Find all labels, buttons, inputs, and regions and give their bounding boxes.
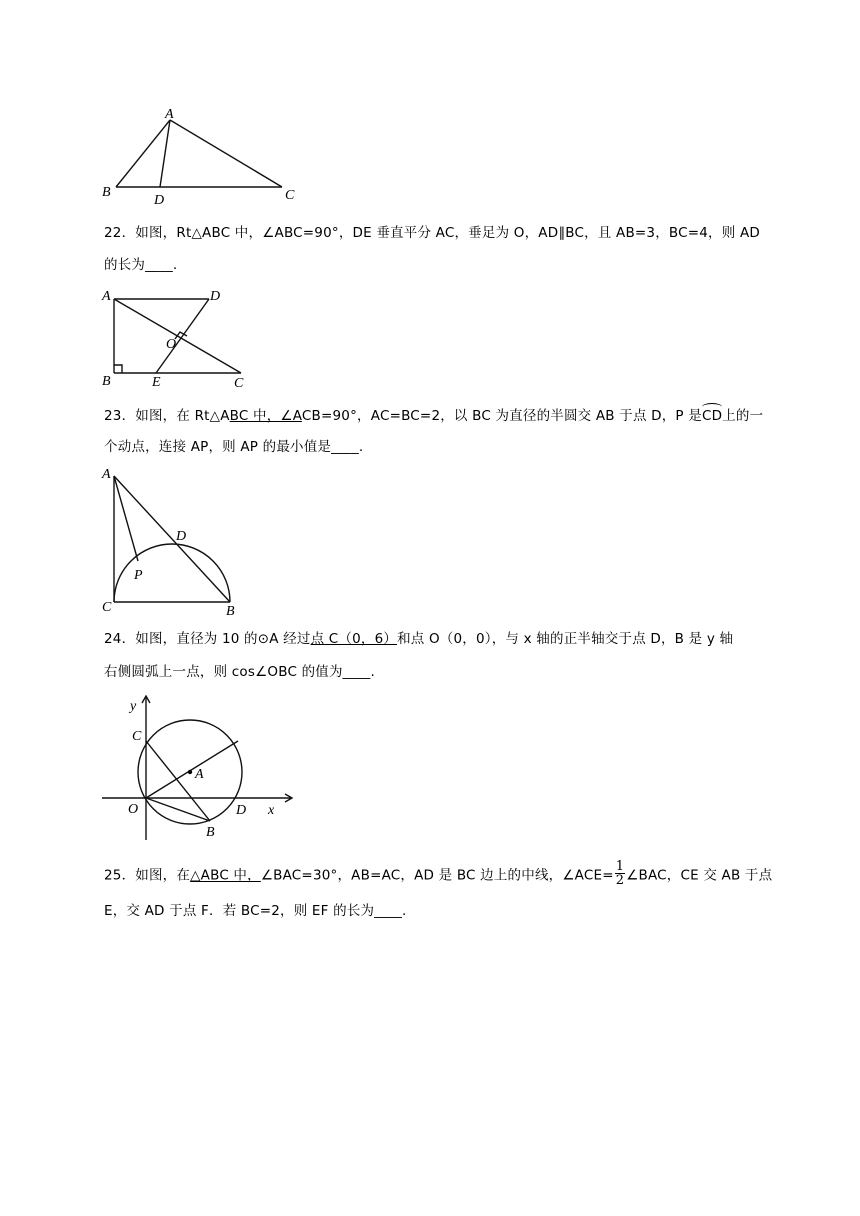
fig21-label-A: A <box>165 107 174 122</box>
q23-arc-cd: CD <box>701 408 723 424</box>
fig21-label-C: C <box>285 188 295 203</box>
fig22-label-A: A <box>102 289 111 304</box>
fig22-label-D: D <box>210 289 221 304</box>
q24-text-b: 和点 O（0，0），与 x 轴的正半轴交于点 D，B 是 y 轴 <box>397 631 734 647</box>
question-22-line-1: 22．如图，Rt△ABC 中，∠ABC=90°，DE 垂直平分 AC，垂足为 O，AD∥BC，且 AB=3，BC=4，则 AD <box>104 225 760 241</box>
fig22-label-B: B <box>102 374 111 389</box>
question-24-line-2: 右侧圆弧上一点，则 cos∠OBC 的值为____. <box>104 664 375 680</box>
q25-underlined-text: △ABC 中， <box>190 867 261 884</box>
q25-text-b: ∠BAC=30°，AB=AC，AD 是 BC 边上的中线，∠ACE= <box>260 867 614 884</box>
fig23-label-A: A <box>102 467 111 482</box>
fig23-label-B: B <box>226 604 235 619</box>
question-23-line-1 <box>104 406 764 424</box>
fig24-label-C: C <box>132 729 142 744</box>
q23-text-a: 23．如图，在 Rt△A <box>104 408 230 424</box>
question-25-line-2: E，交 AD 于点 F．若 BC=2，则 EF 的长为____. <box>104 903 407 919</box>
q25-fraction-one-half <box>615 860 625 887</box>
q25-fraction-numerator: 1 <box>615 859 625 874</box>
figure-22-diagram <box>96 284 256 390</box>
fig24-label-x: x <box>268 803 275 818</box>
question-25-line-1 <box>104 859 773 889</box>
q23-text-c: 上的一 <box>722 408 764 424</box>
fig21-label-B: B <box>102 185 111 200</box>
q25-fraction-denominator: 2 <box>615 873 625 888</box>
question-23-line-2: 个动点，连接 AP，则 AP 的最小值是____. <box>104 439 364 455</box>
q23-text-b: CB=90°，AC=BC=2，以 BC 为直径的半圆交 AB 于点 D，P 是 <box>301 408 702 424</box>
q25-text-c: ∠BAC，CE 交 AB 于点 <box>626 867 773 884</box>
fig24-label-y: y <box>130 699 137 714</box>
fig22-label-O: O <box>166 337 177 352</box>
fig24-label-O: O <box>128 802 139 817</box>
figure-24-circle-axes <box>96 690 300 848</box>
q24-underlined-text: 点 C（0，6） <box>310 631 398 647</box>
fig24-label-A: A <box>195 767 204 782</box>
question-24-line-1 <box>104 631 764 647</box>
fig23-label-C: C <box>102 600 112 615</box>
fig23-label-D: D <box>176 529 187 544</box>
fig22-label-E: E <box>152 375 161 390</box>
q24-text-a: 24．如图，直径为 10 的⊙A 经过 <box>104 631 311 647</box>
fig24-label-D: D <box>236 803 247 818</box>
fig21-label-D: D <box>154 193 165 208</box>
q23-underlined-text: BC 中，∠A <box>229 408 302 424</box>
fig22-label-C: C <box>234 376 244 391</box>
fig23-label-P: P <box>134 568 143 583</box>
figure-23-semicircle <box>96 464 246 620</box>
figure-21-triangle <box>96 106 316 210</box>
q25-text-a: 25．如图，在 <box>104 867 191 884</box>
question-22-line-2: 的长为____. <box>104 257 178 273</box>
fig24-label-B: B <box>206 825 215 840</box>
